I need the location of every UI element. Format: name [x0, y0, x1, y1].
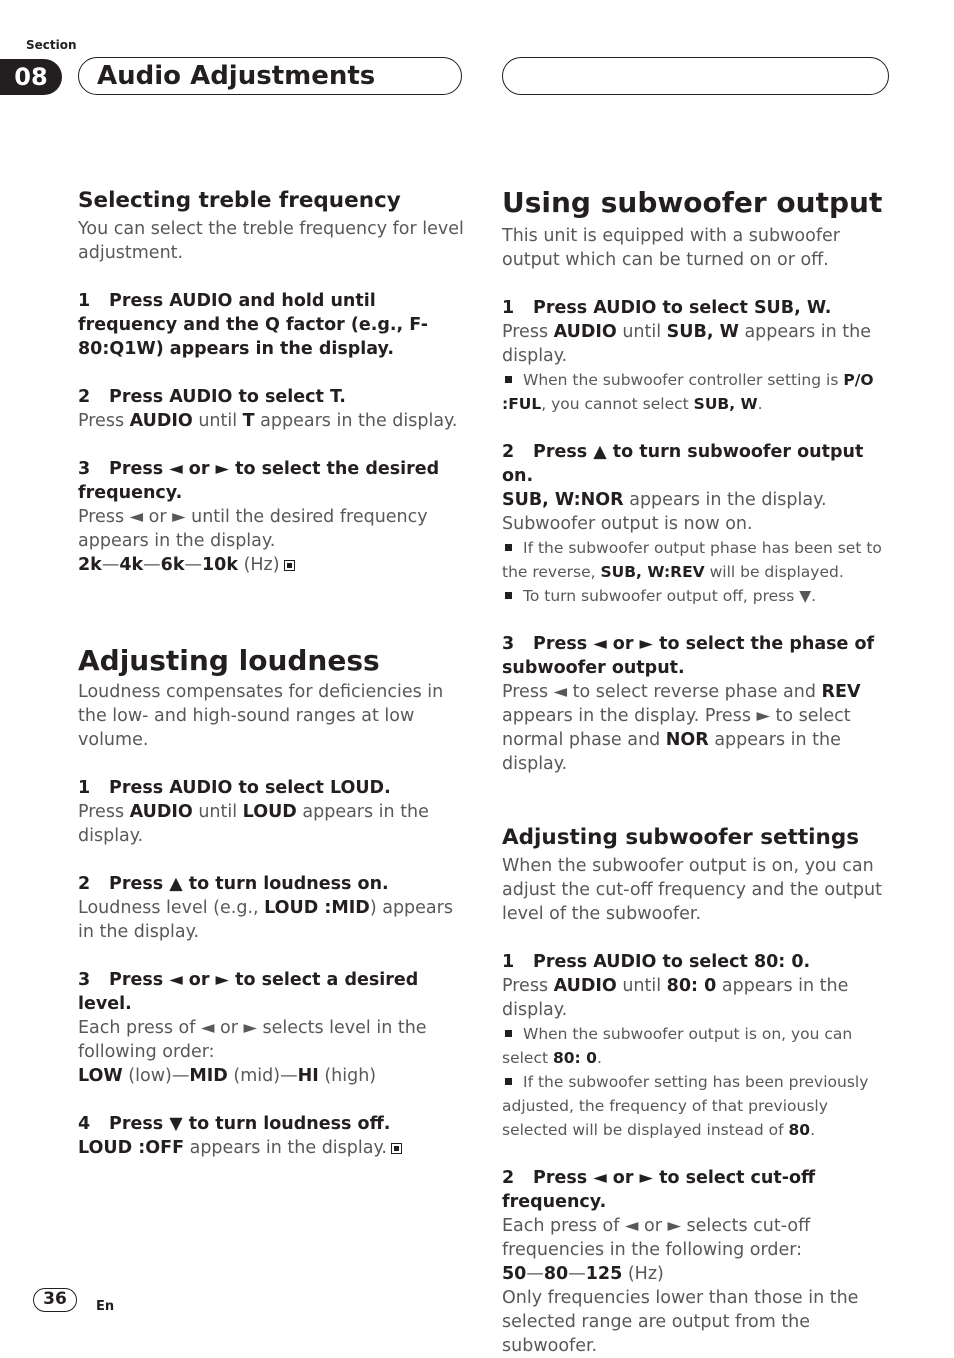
section-title: Audio Adjustments — [97, 61, 376, 91]
loudness-step-3-body: Each press of ◄ or ► selects level in the following order: — [78, 1018, 427, 1062]
loudness-step-1-body: Press AUDIO until LOUD appears in the display. — [78, 802, 429, 846]
bullet-icon — [505, 376, 512, 383]
end-mark-icon — [284, 560, 295, 571]
subwoofer-step-1: 1 Press AUDIO to select SUB, W. — [502, 298, 832, 318]
language-label: En — [96, 1299, 115, 1314]
bullet-icon — [505, 544, 512, 551]
subwoofer-step-2-note-1: If the subwoofer output phase has been set to the reverse, SUB, W:REV will be displayed. — [502, 539, 882, 581]
sub-settings-step-1-body: Press AUDIO until 80: 0 appears in the display. — [502, 976, 849, 1020]
bullet-icon — [505, 1030, 512, 1037]
treble-step-1: 1 Press AUDIO and hold until frequency and the Q factor (e.g., F- 80:Q1W) appears in the display. — [78, 291, 428, 359]
loudness-step-1: 1 Press AUDIO to select LOUD. — [78, 778, 391, 798]
right-column — [502, 186, 890, 1358]
cutoff-frequency-sequence: 50—80—125 (Hz) — [502, 1264, 664, 1284]
section-number-badge: 08 — [0, 59, 62, 95]
subwoofer-step-1-body: Press AUDIO until SUB, W appears in the display. — [502, 322, 871, 366]
treble-heading: Selecting treble frequency — [78, 188, 401, 213]
subwoofer-intro: This unit is equipped with a subwoofer output which can be turned on or off. — [502, 226, 840, 270]
loudness-step-2-body: Loudness level (e.g., LOUD :MID) appears in the display. — [78, 898, 453, 942]
loudness-step-4-body: LOUD :OFF appears in the display. — [78, 1136, 464, 1160]
bullet-icon — [505, 1078, 512, 1085]
end-mark-icon — [391, 1143, 402, 1154]
subwoofer-step-1-note: When the subwoofer controller setting is P/O :FUL, you cannot select SUB, W. — [502, 371, 874, 413]
loudness-level-sequence: LOW (low)—MID (mid)—HI (high) — [78, 1066, 377, 1086]
treble-step-2-body: Press AUDIO until T appears in the display. — [78, 411, 458, 431]
loudness-heading: Adjusting loudness — [78, 644, 380, 677]
sub-settings-intro: When the subwoofer output is on, you can adjust the cut-off frequency and the output level of the subwoofer. — [502, 856, 882, 924]
sub-settings-step-2: 2 Press ◄ or ► to select cut-off frequency. — [502, 1168, 816, 1212]
section-label: Section — [26, 38, 77, 52]
treble-step-3: 3 Press ◄ or ► to select the desired frequency. — [78, 459, 440, 503]
loudness-step-2: 2 Press ▲ to turn loudness on. — [78, 874, 389, 894]
treble-step-3-body: Press ◄ or ► until the desired frequency appears in the display. — [78, 507, 428, 551]
sub-settings-step-1-note-2: If the subwoofer setting has been previously adjusted, the frequency of that previously selected will be displayed instead of 80. — [502, 1073, 869, 1139]
subwoofer-step-2-note-2: To turn subwoofer output off, press ▼. — [502, 584, 890, 608]
sub-settings-step-1-note-1: When the subwoofer output is on, you can select 80: 0. — [502, 1025, 853, 1067]
page-number: 36 — [33, 1288, 77, 1312]
left-column — [78, 187, 464, 1160]
loudness-intro: Loudness compensates for deficiencies in the low- and high-sound ranges at low volume. — [78, 682, 444, 750]
treble-step-2: 2 Press AUDIO to select T. — [78, 387, 346, 407]
sub-settings-step-1: 1 Press AUDIO to select 80: 0. — [502, 952, 811, 972]
treble-intro: You can select the treble frequency for level adjustment. — [78, 219, 464, 263]
header-empty-frame — [502, 57, 889, 95]
subwoofer-step-3: 3 Press ◄ or ► to select the phase of subwoofer output. — [502, 634, 875, 678]
sub-settings-step-2-body-2: Only frequencies lower than those in the selected range are output from the subwoofer. — [502, 1288, 859, 1356]
loudness-step-4: 4 Press ▼ to turn loudness off. — [78, 1114, 391, 1134]
loudness-step-3: 3 Press ◄ or ► to select a desired level. — [78, 970, 419, 1014]
bullet-icon — [505, 592, 512, 599]
subwoofer-heading: Using subwoofer output — [502, 186, 883, 219]
subwoofer-step-2: 2 Press ▲ to turn subwoofer output on. — [502, 442, 864, 486]
sub-settings-heading: Adjusting subwoofer settings — [502, 825, 860, 850]
subwoofer-step-3-body: Press ◄ to select reverse phase and REV appears in the display. Press ► to select normal phase and NOR appears in the display. — [502, 682, 861, 774]
subwoofer-step-2-body: SUB, W:NOR appears in the display. Subwoofer output is now on. — [502, 490, 827, 534]
treble-frequency-sequence: 2k—4k—6k—10k (Hz) — [78, 553, 464, 577]
sub-settings-step-2-body: Each press of ◄ or ► selects cut-off frequencies in the following order: — [502, 1216, 811, 1260]
